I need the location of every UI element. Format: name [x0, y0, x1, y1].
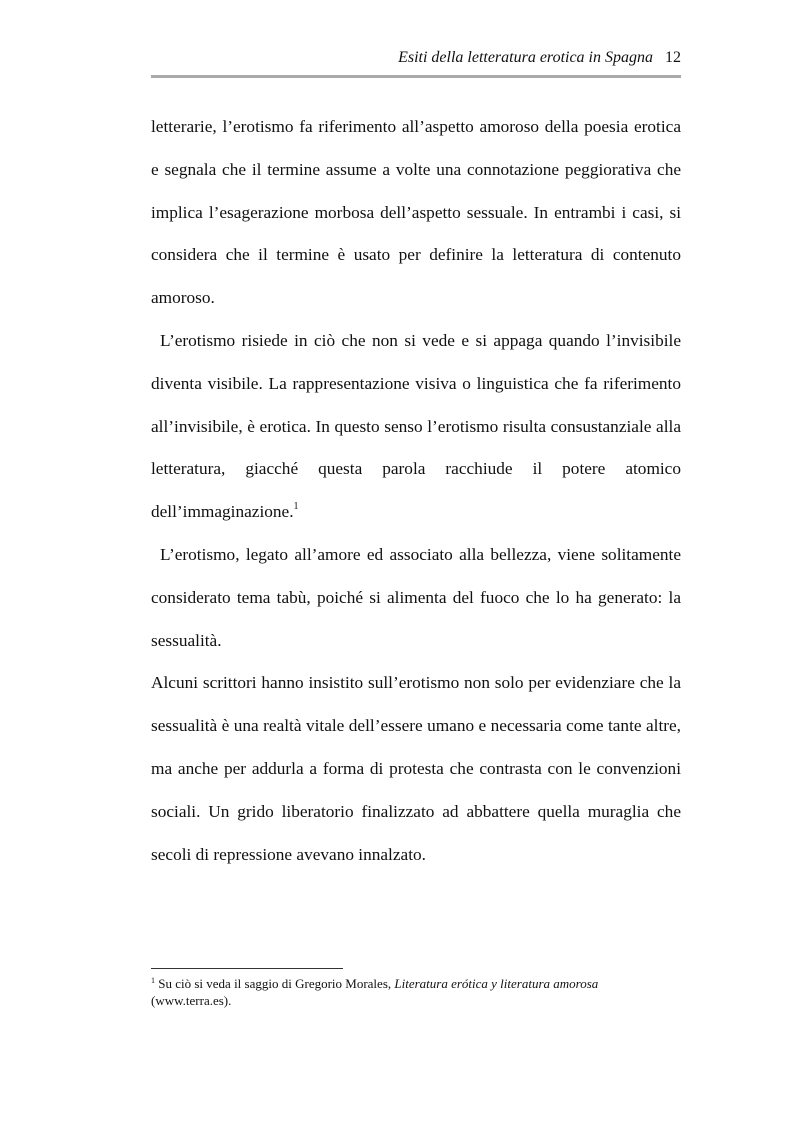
- running-header-title: Esiti della letteratura erotica in Spagna: [398, 49, 653, 66]
- paragraph-2: [151, 320, 681, 534]
- footnote-reference[interactable]: 1: [293, 501, 299, 513]
- header-rule: [151, 75, 681, 78]
- footnote-marker: 1: [151, 976, 155, 985]
- paragraph-2-text: L’erotismo risiede in ciò che non si vede e si appaga quando l’invisibile diventa visibile. La rappresentazione visiva o linguistica che fa riferimento all’invisibile, è erotica. In questo senso l’erotismo risulta consustanziale alla letteratura, giacché questa parola racchiude il potere atomico dell’immaginazione.: [151, 330, 681, 522]
- body-text: [151, 106, 681, 876]
- running-header: [151, 46, 681, 70]
- paragraph-4: Alcuni scrittori hanno insistito sull’erotismo non solo per evidenziare che la sessualità è una realtà vitale dell’essere umano e necessaria come tante altre, ma anche per addurla a forma di protesta che contrasta con le convenzioni sociali. Un grido liberatorio finalizzato ad abbattere quella muraglia che secoli di repressione avevano innalzato.: [151, 673, 681, 864]
- paragraph-3: L’erotismo, legato all’amore ed associato alla bellezza, viene solitamente considerato tema tabù, poiché si alimenta del fuoco che lo ha generato: la sessualità.: [151, 544, 681, 650]
- footnote: [151, 975, 681, 1009]
- footnote-separator: [151, 968, 343, 969]
- footnote-cited-title: Literatura erótica y literatura amorosa: [394, 976, 599, 991]
- paragraph-1: letterarie, l’erotismo fa riferimento all’aspetto amoroso della poesia erotica e segnala che il termine assume a volte una connotazione peggiorativa che implica l’esagerazione morbosa dell’aspetto sessuale. In entrambi i casi, si considera che il termine è usato per definire la letteratura di contenuto amoroso.: [151, 117, 681, 308]
- footnote-text-after: (www.terra.es).: [151, 993, 232, 1008]
- page-number: 12: [665, 49, 681, 66]
- footnote-text-before: Su ciò si veda il saggio di Gregorio Morales,: [155, 976, 395, 991]
